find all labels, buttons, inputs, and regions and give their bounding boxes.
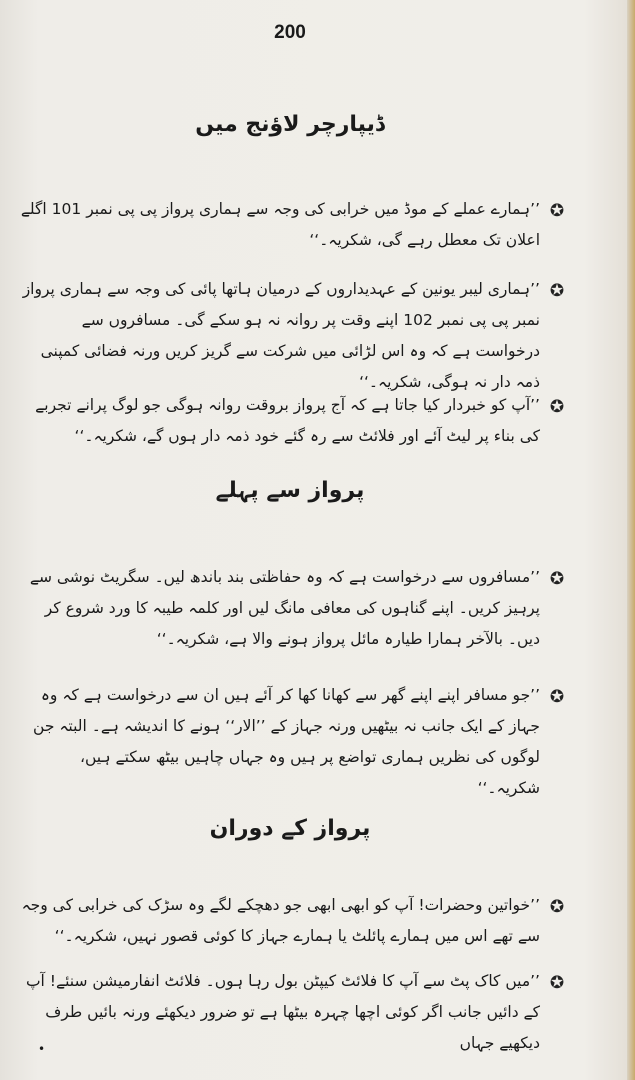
announcement-item: ’’جو مسافر اپنے اپنے گھر سے کھانا کھا کر آئے ہیں ان سے درخواست ہے کہ وہ جہاز کے ایک جانب نہ بیٹھیں ورنہ جہاز کے ’’الار‘‘ ہونے کا اندیشہ ہے۔ البتہ جن لوگوں کی نظریں ہماری تواضع پر ہیں وہ جہاں چاہیں بیٹھ سکتے ہیں، شکریہ۔‘‘ xyxy=(33,686,540,797)
star-bullet-icon: ✪ xyxy=(549,687,565,707)
star-bullet-icon: ✪ xyxy=(549,897,565,917)
announcement-item: ’’ہمارے عملے کے موڈ میں خرابی کی وجہ سے ہماری پرواز پی پی نمبر 101 اگلے اعلان تک معطل رہے گی، شکریہ۔‘‘ xyxy=(20,200,540,249)
announcement-item: ’’مسافروں سے درخواست ہے کہ وہ حفاظتی بند باندھ لیں۔ سگریٹ نوشی سے پرہیز کریں۔ اپنے گناہوں کی معافی مانگ لیں اور کلمہ طیبہ کا ورد شروع کر دیں۔ بالآخر ہمارا طیارہ مائل پرواز ہونے والا ہے، شکریہ۔‘‘ xyxy=(29,568,540,648)
ink-dot-mark: • xyxy=(38,1042,46,1056)
section-heading-during-flight: پرواز کے دوران xyxy=(209,816,371,841)
star-bullet-icon: ✪ xyxy=(549,973,565,993)
section-heading-before-flight: پرواز سے پہلے xyxy=(215,478,365,503)
star-bullet-icon: ✪ xyxy=(549,281,565,301)
book-spine-edge xyxy=(627,0,635,1080)
section-heading-departure-lounge: ڈیپارچر لاؤنج میں xyxy=(195,112,385,137)
star-bullet-icon: ✪ xyxy=(549,569,565,589)
announcement-item: ’’ہماری لیبر یونین کے عہدیداروں کے درمیان ہاتھا پائی کی وجہ سے ہماری پرواز نمبر پی پی نمبر 102 اپنے وقت پر روانہ نہ ہو سکے گی۔ مسافروں سے درخواست ہے کہ وہ اس لڑائی میں شرکت سے گریز کریں ورنہ فضائی کمپنی ذمہ دار نہ ہوگی، شکریہ۔‘‘ xyxy=(22,280,540,391)
star-bullet-icon: ✪ xyxy=(549,201,565,221)
announcement-item: ’’آپ کو خبردار کیا جاتا ہے کہ آج پرواز بروقت روانہ ہوگی جو لوگ پرانے تجربے کی بناء پر لیٹ آئے اور فلائٹ سے رہ گئے خود ذمہ دار ہوں گے، شکریہ۔‘‘ xyxy=(35,396,540,445)
announcement-item: ’’میں کاک پٹ سے آپ کا فلائٹ کیپٹن بول رہا ہوں۔ فلائٹ انفارمیشن سنئے! آپ کے دائیں جانب اگر کوئی اچھا چہرہ بیٹھا ہے تو ضرور دیکھئے ورنہ بائیں طرف دیکھیے جہاں xyxy=(25,972,540,1052)
page-number: 200 xyxy=(274,22,306,43)
announcement-item: ’’خواتین وحضرات! آپ کو ابھی ابھی جو دھچکے لگے وہ سڑک کی خرابی کی وجہ سے تھے اس میں ہمارے پائلٹ یا ہمارے جہاز کا کوئی قصور نہیں، شکریہ۔‘‘ xyxy=(21,896,540,945)
star-bullet-icon: ✪ xyxy=(549,397,565,417)
